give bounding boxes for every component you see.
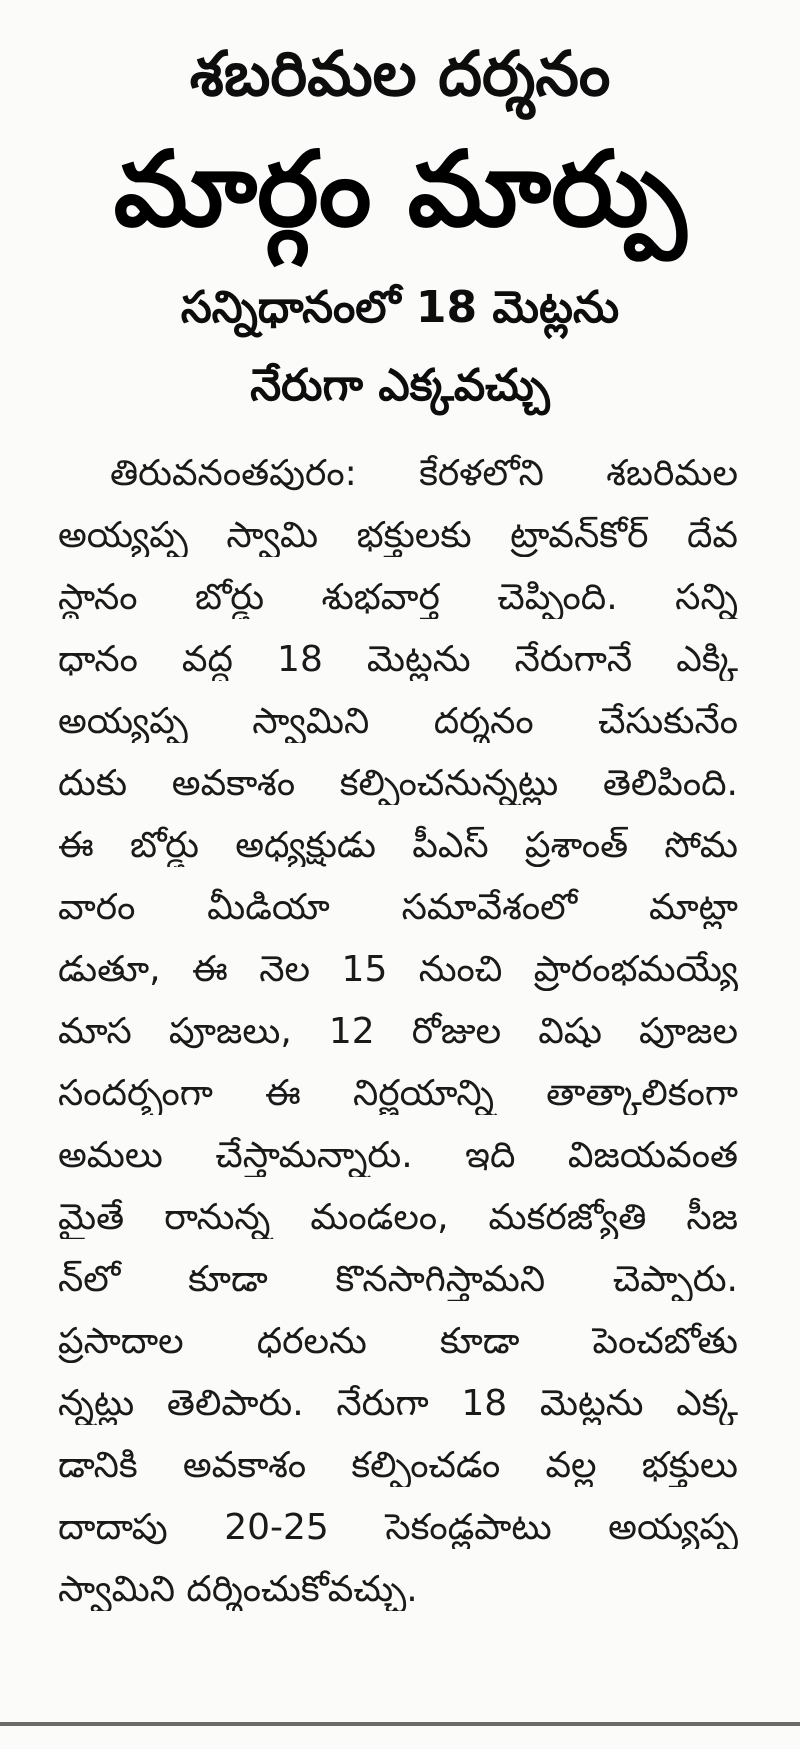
body-line: అయ్యప్ప స్వామిని దర్శనం చేసుకునేం xyxy=(58,701,738,742)
body-line: స్వామిని దర్శించుకోవచ్చు. xyxy=(58,1569,418,1610)
body-line: అమలు చేస్తామన్నారు. ఇది విజయవంత xyxy=(58,1135,738,1176)
body-line: డుతూ, ఈ నెల 15 నుంచి ప్రారంభమయ్యే xyxy=(58,949,738,990)
subheadline-line-1: సన్నిధానంలో 18 మెట్లను xyxy=(180,282,620,333)
body-line: న్‌లో కూడా కొనసాగిస్తామని చెప్పారు. xyxy=(58,1259,738,1300)
subheadline-line-2: నేరుగా ఎక్కవచ్చు xyxy=(250,360,550,411)
body-line: మాస పూజలు, 12 రోజుల విషు పూజల xyxy=(58,1011,738,1052)
body-line: ధానం వద్ద 18 మెట్లను నేరుగానే ఎక్కి xyxy=(58,639,738,680)
body-line: తిరువనంతపురం: కేరళలోని శబరిమల xyxy=(110,453,738,494)
body-line: స్థానం బోర్డు శుభవార్త చెప్పింది. సన్ని xyxy=(58,577,738,618)
body-line: మైతే రానున్న మండలం, మకరజ్యోతి సీజ xyxy=(58,1197,738,1238)
body-line: ఈ బోర్డు అధ్యక్షుడు పీఎస్ ప్రశాంత్ సోమ xyxy=(58,825,738,866)
kicker-headline: శబరిమల దర్శనం xyxy=(189,37,611,110)
bottom-divider xyxy=(0,1722,800,1726)
body-line: ప్రసాదాల ధరలను కూడా పెంచబోతు xyxy=(58,1321,738,1362)
body-line: దుకు అవకాశం కల్పించనున్నట్లు తెలిపింది. xyxy=(58,763,738,804)
body-line: అయ్యప్ప స్వామి భక్తులకు ట్రావన్‌కోర్ దేవ xyxy=(58,515,738,556)
body-line: వారం మీడియా సమావేశంలో మాట్లా xyxy=(58,887,738,928)
body-line: న్నట్లు తెలిపారు. నేరుగా 18 మెట్లను ఎక్క xyxy=(58,1383,738,1424)
main-headline: మార్గం మార్పు xyxy=(113,128,687,250)
body-line: డానికి అవకాశం కల్పించడం వల్ల భక్తులు xyxy=(58,1445,738,1486)
body-line: సందర్భంగా ఈ నిర్ణయాన్ని తాత్కాలికంగా xyxy=(58,1073,738,1114)
body-line: దాదాపు 20-25 సెకండ్లపాటు అయ్యప్ప xyxy=(58,1507,738,1548)
